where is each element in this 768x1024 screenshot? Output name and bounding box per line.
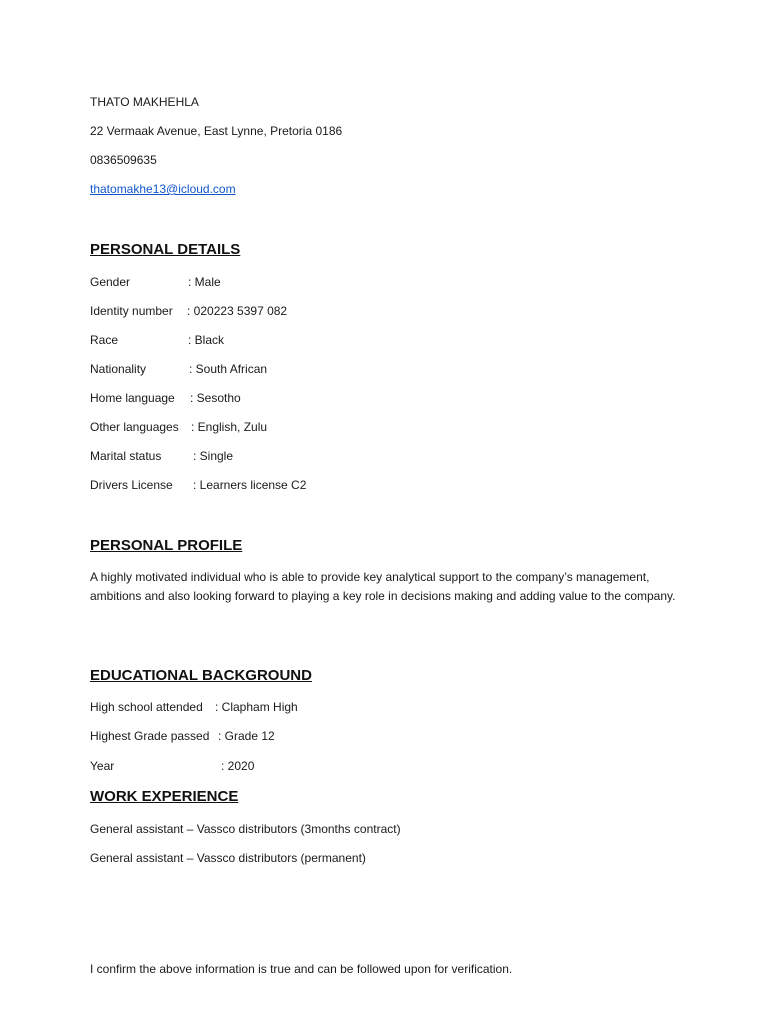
- detail-label: Identity number: [90, 304, 173, 318]
- applicant-address: 22 Vermaak Avenue, East Lynne, Pretoria 0186: [90, 124, 343, 138]
- work-experience-item: General assistant – Vassco distributors (3months contract): [90, 822, 401, 836]
- detail-label: Home language: [90, 391, 175, 405]
- education-row-grade: [90, 728, 275, 744]
- education-value: : Clapham High: [215, 700, 298, 714]
- detail-label: Nationality: [90, 362, 147, 376]
- detail-value: : Single: [193, 449, 234, 463]
- detail-label: Gender: [90, 275, 131, 289]
- detail-label: Marital status: [90, 449, 162, 463]
- detail-row-nationality: [90, 361, 267, 377]
- applicant-phone: 0836509635: [90, 153, 157, 167]
- personal-profile-heading: PERSONAL PROFILE: [90, 537, 243, 554]
- detail-value: : Sesotho: [190, 391, 241, 405]
- detail-label: Other languages: [90, 420, 179, 434]
- work-experience-heading: WORK EXPERIENCE: [90, 788, 239, 805]
- education-heading: EDUCATIONAL BACKGROUND: [90, 667, 312, 684]
- detail-value: : Male: [188, 275, 221, 289]
- detail-value: : Black: [188, 333, 225, 347]
- detail-row-gender: [90, 274, 221, 290]
- detail-label: Drivers License: [90, 478, 173, 492]
- applicant-name: THATO MAKHEHLA: [90, 95, 199, 109]
- detail-value: : 020223 5397 082: [187, 304, 288, 318]
- detail-row-race: [90, 332, 224, 348]
- detail-row-identity: [90, 303, 287, 319]
- education-value: : Grade 12: [218, 729, 275, 743]
- detail-value: : South African: [189, 362, 268, 376]
- detail-row-other-languages: [90, 419, 267, 435]
- education-row-school: [90, 699, 298, 715]
- education-label: High school attended: [90, 700, 203, 714]
- education-row-year: [90, 758, 254, 774]
- detail-row-drivers-license: [90, 477, 306, 493]
- work-experience-item: General assistant – Vassco distributors (permanent): [90, 851, 366, 865]
- education-label: Highest Grade passed: [90, 729, 210, 743]
- education-label: Year: [90, 759, 115, 773]
- detail-row-marital-status: [90, 448, 233, 464]
- declaration-text: I confirm the above information is true and can be followed upon for verification.: [90, 962, 513, 976]
- personal-profile-text: A highly motivated individual who is able to provide key analytical support to the company’s management, ambitions and also looking forward to playing a key role in decisions making and adding value to the company.: [90, 570, 676, 603]
- detail-row-home-language: [90, 390, 241, 406]
- detail-value: : Learners license C2: [193, 478, 307, 492]
- detail-value: : English, Zulu: [191, 420, 268, 434]
- detail-label: Race: [90, 333, 119, 347]
- education-value: : 2020: [221, 759, 255, 773]
- personal-details-heading: PERSONAL DETAILS: [90, 241, 241, 258]
- applicant-email-link[interactable]: thatomakhe13@icloud.com: [90, 182, 236, 196]
